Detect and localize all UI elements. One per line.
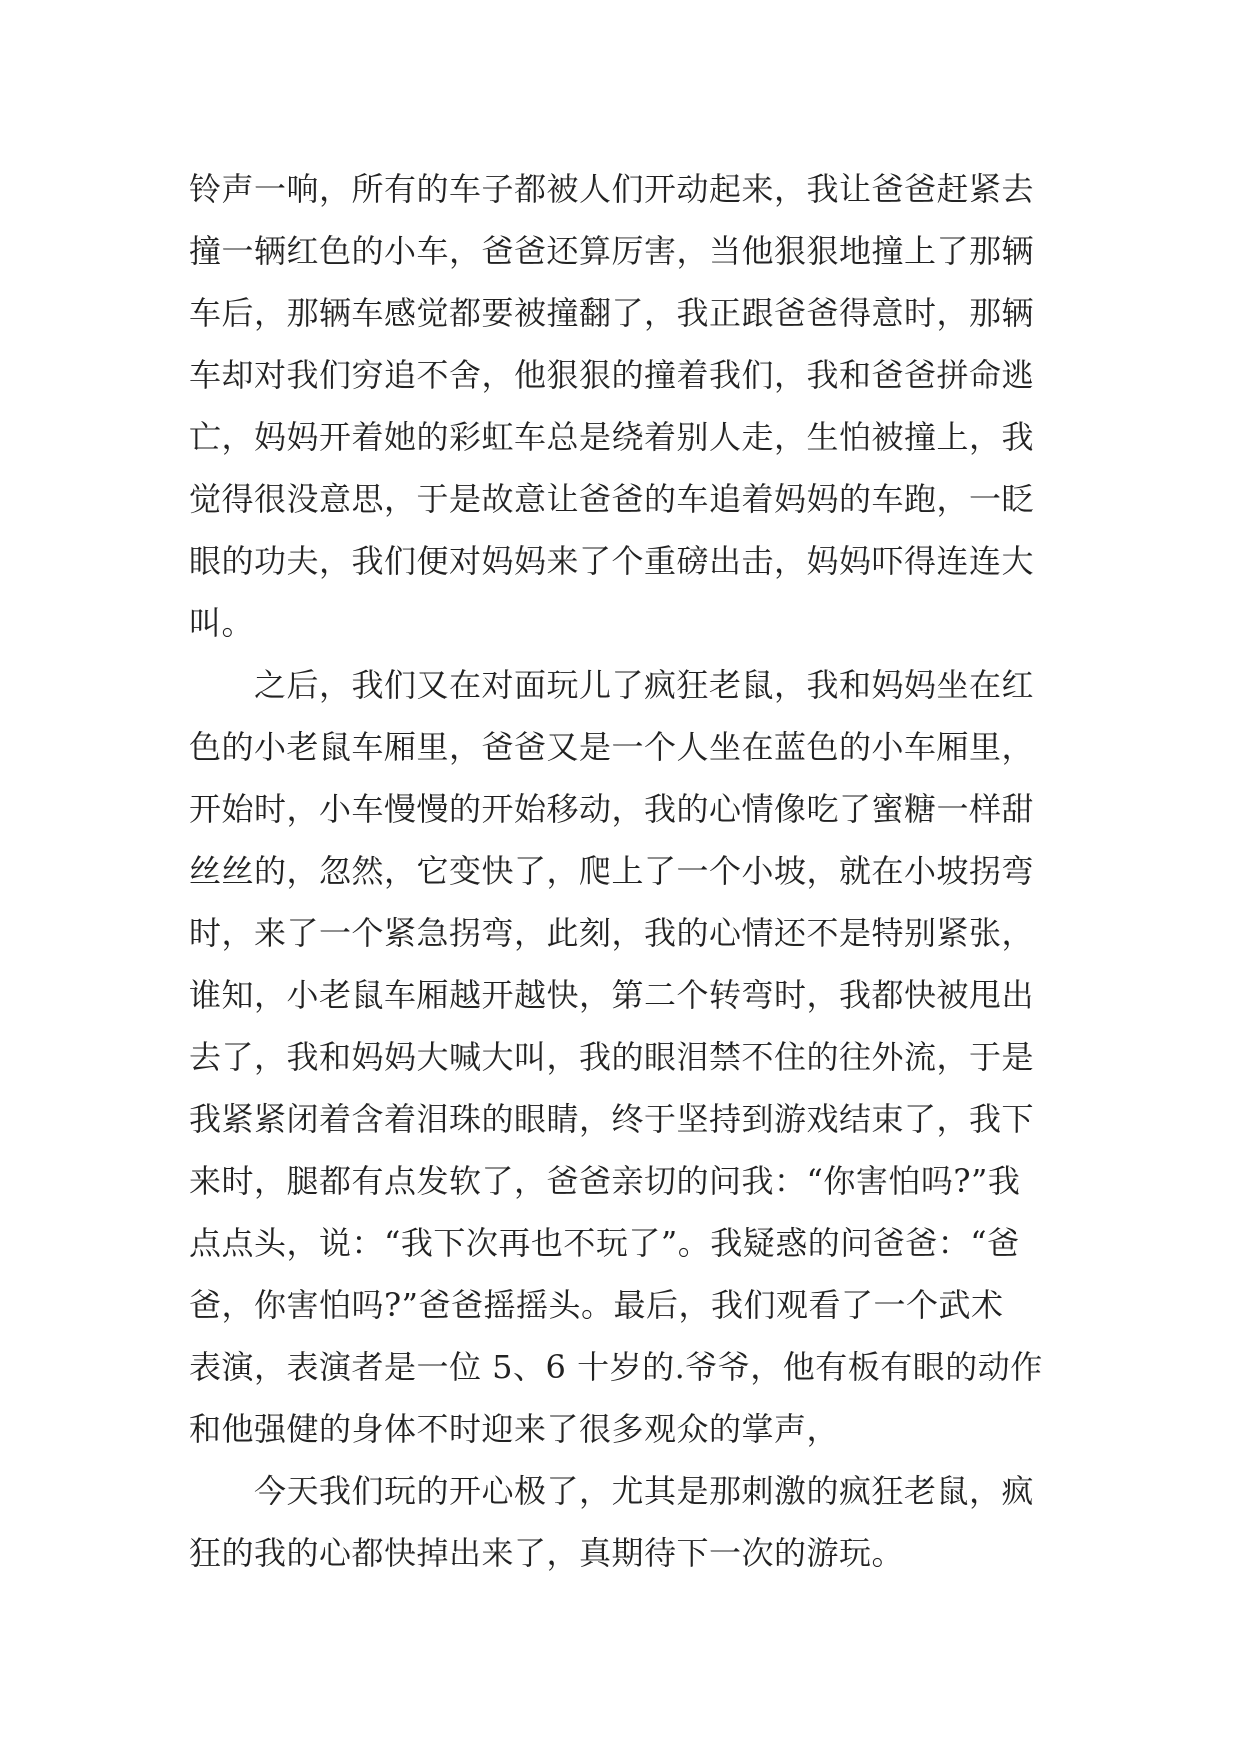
text-line: 和他强健的身体不时迎来了很多观众的掌声， — [189, 1410, 840, 1448]
paragraph-3 — [189, 1460, 1069, 1584]
text-line: 叫。 — [189, 604, 255, 642]
text-line: 之后，我们又在对面玩儿了疯狂老鼠，我和妈妈坐在红 — [189, 666, 1035, 704]
text-line: 谁知，小老鼠车厢越开越快，第二个转弯时，我都快被甩出 — [189, 976, 1035, 1014]
body-text — [189, 158, 1069, 1584]
text-line: 来时，腿都有点发软了，爸爸亲切的问我：“你害怕吗?”我 — [189, 1162, 1021, 1200]
text-line: 爸，你害怕吗?”爸爸摇摇头。最后，我们观看了一个武术 — [189, 1286, 1004, 1324]
text-line: 表演，表演者是一位 5、6 十岁的.爷爷，他有板有眼的动作 — [189, 1348, 1043, 1386]
text-line: 去了，我和妈妈大喊大叫，我的眼泪禁不住的往外流，于是 — [189, 1038, 1035, 1076]
text-line: 亡，妈妈开着她的彩虹车总是绕着别人走，生怕被撞上，我 — [189, 418, 1035, 456]
text-line: 今天我们玩的开心极了，尤其是那刺激的疯狂老鼠，疯 — [189, 1472, 1035, 1510]
text-line: 狂的我的心都快掉出来了，真期待下一次的游玩。 — [189, 1534, 905, 1572]
text-line: 开始时，小车慢慢的开始移动，我的心情像吃了蜜糖一样甜 — [189, 790, 1035, 828]
paragraph-1 — [189, 158, 1069, 654]
text-line: 我紧紧闭着含着泪珠的眼睛，终于坚持到游戏结束了，我下 — [189, 1100, 1035, 1138]
text-line: 车却对我们穷追不舍，他狠狠的撞着我们，我和爸爸拼命逃 — [189, 356, 1035, 394]
text-line: 时，来了一个紧急拐弯，此刻，我的心情还不是特别紧张， — [189, 914, 1035, 952]
text-line: 铃声一响，所有的车子都被人们开动起来，我让爸爸赶紧去 — [189, 170, 1035, 208]
text-line: 色的小老鼠车厢里，爸爸又是一个人坐在蓝色的小车厢里， — [189, 728, 1035, 766]
text-line: 点点头，说：“我下次再也不玩了”。我疑惑的问爸爸：“爸 — [189, 1224, 1020, 1262]
text-line: 车后，那辆车感觉都要被撞翻了，我正跟爸爸得意时，那辆 — [189, 294, 1035, 332]
text-line: 丝丝的，忽然，它变快了，爬上了一个小坡，就在小坡拐弯 — [189, 852, 1035, 890]
paragraph-2 — [189, 654, 1069, 1460]
text-line: 觉得很没意思，于是故意让爸爸的车追着妈妈的车跑，一眨 — [189, 480, 1035, 518]
text-line: 撞一辆红色的小车，爸爸还算厉害，当他狠狠地撞上了那辆 — [189, 232, 1035, 270]
text-line: 眼的功夫，我们便对妈妈来了个重磅出击，妈妈吓得连连大 — [189, 542, 1035, 580]
